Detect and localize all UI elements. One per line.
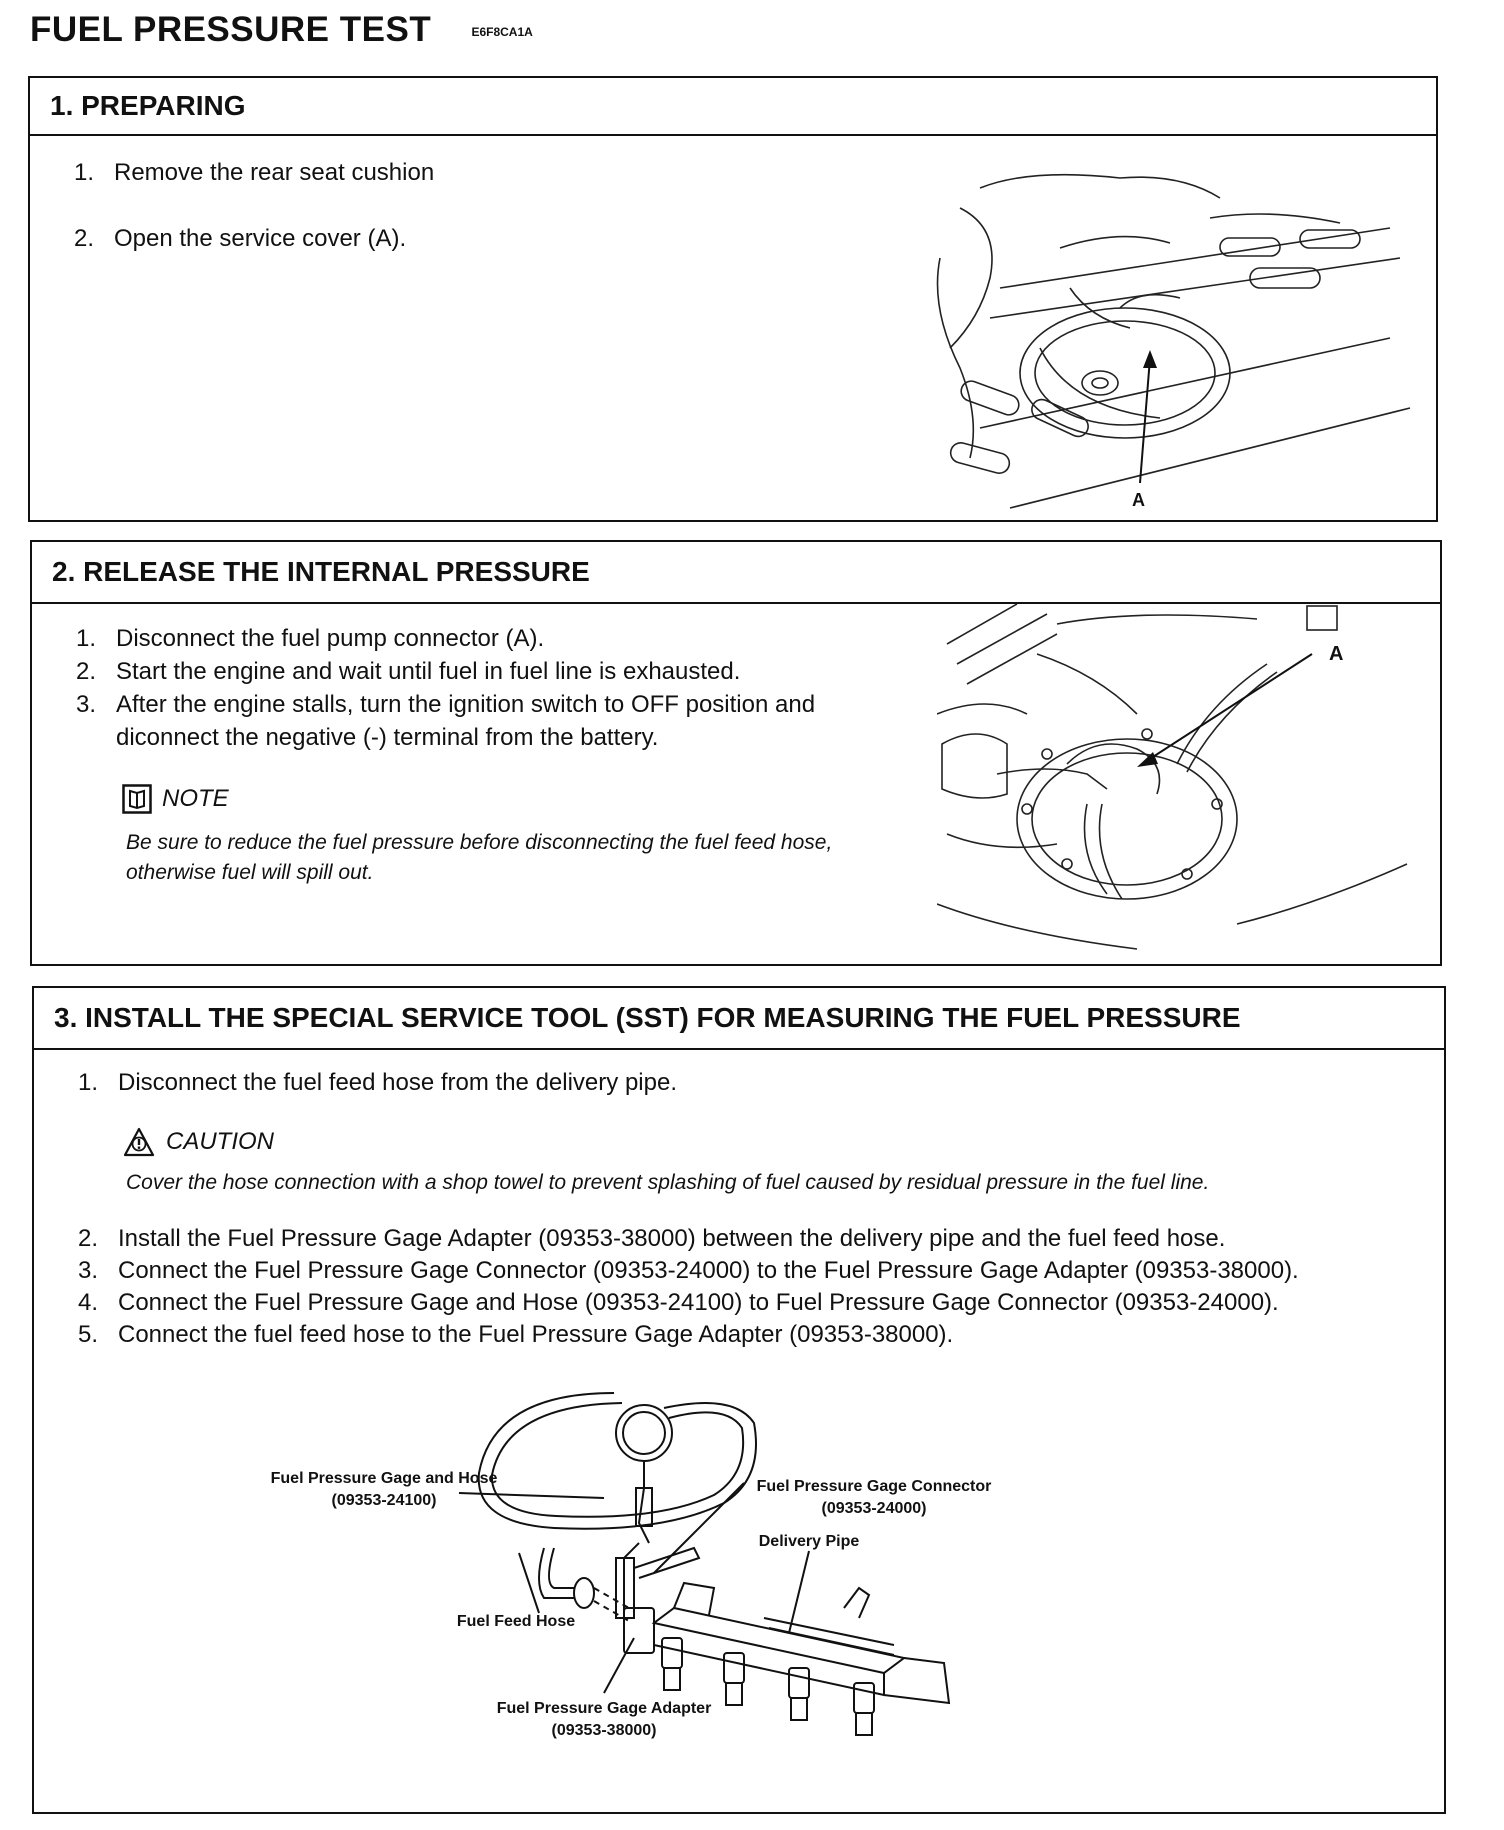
list-item: 2. Start the engine and wait until fuel in fuel line is exhausted. bbox=[76, 658, 741, 685]
list-item: 4. Connect the Fuel Pressure Gage and Hose (09353-24100) to Fuel Pressure Gage Connector (09353-24000). bbox=[78, 1289, 1279, 1316]
figure-label-a: A bbox=[1329, 643, 1344, 665]
list-item: 2. Open the service cover (A). bbox=[74, 225, 407, 252]
label-delivery-pipe: Delivery Pipe bbox=[758, 1533, 860, 1550]
section-release-pressure bbox=[30, 540, 1442, 966]
label-connector-code: (09353-24000) bbox=[821, 1500, 927, 1517]
section-install-sst bbox=[32, 986, 1446, 1814]
service-cover-illustration bbox=[920, 168, 1420, 513]
fuel-pressure-gage-diagram bbox=[244, 1383, 1144, 1803]
section-heading: 3. INSTALL THE SPECIAL SERVICE TOOL (SST) FOR MEASURING THE FUEL PRESSURE bbox=[34, 988, 1444, 1050]
fuel-pump-connector-illustration bbox=[937, 604, 1432, 954]
label-adapter: Fuel Pressure Gage Adapter bbox=[496, 1700, 712, 1717]
list-item: 2. Install the Fuel Pressure Gage Adapter (09353-38000) between the delivery pipe and the fuel feed hose. bbox=[78, 1225, 1226, 1252]
list-item: 3. After the engine stalls, turn the ignition switch to OFF position and diconnect the negative (-) terminal from the battery. bbox=[76, 691, 816, 751]
label-adapter-code: (09353-38000) bbox=[551, 1722, 657, 1739]
label-connector: Fuel Pressure Gage Connector bbox=[756, 1478, 992, 1495]
document-code: E6F8CA1A bbox=[471, 24, 533, 39]
note-label: NOTE bbox=[122, 784, 229, 814]
list-item: 1. Remove the rear seat cushion bbox=[74, 159, 435, 186]
figure-label-a: A bbox=[1132, 490, 1145, 510]
section-preparing bbox=[28, 76, 1438, 522]
caution-label: CAUTION bbox=[122, 1126, 274, 1158]
list-item: 1. Disconnect the fuel feed hose from the delivery pipe. bbox=[78, 1069, 677, 1096]
label-gage-hose-code: (09353-24100) bbox=[331, 1492, 437, 1509]
page-title-text: FUEL PRESSURE TEST bbox=[30, 10, 432, 49]
caution-text: Cover the hose connection with a shop towel to prevent splashing of fuel caused by residual pressure in the fuel line. bbox=[126, 1171, 1210, 1194]
label-feed-hose: Fuel Feed Hose bbox=[456, 1613, 576, 1630]
page-title bbox=[30, 10, 533, 50]
label-gage-hose: Fuel Pressure Gage and Hose bbox=[270, 1470, 498, 1487]
list-item: 5. Connect the fuel feed hose to the Fuel Pressure Gage Adapter (09353-38000). bbox=[78, 1321, 954, 1348]
book-icon bbox=[122, 784, 152, 814]
section-heading: 1. PREPARING bbox=[30, 78, 1436, 136]
list-item: 3. Connect the Fuel Pressure Gage Connector (09353-24000) to the Fuel Pressure Gage Adapter (09353-38000). bbox=[78, 1257, 1299, 1284]
list-item: 1. Disconnect the fuel pump connector (A). bbox=[76, 625, 545, 652]
note-text: Be sure to reduce the fuel pressure before disconnecting the fuel feed hose, otherwise fuel will spill out. bbox=[126, 831, 833, 884]
warning-icon bbox=[122, 1126, 156, 1158]
section-heading: 2. RELEASE THE INTERNAL PRESSURE bbox=[32, 542, 1440, 604]
